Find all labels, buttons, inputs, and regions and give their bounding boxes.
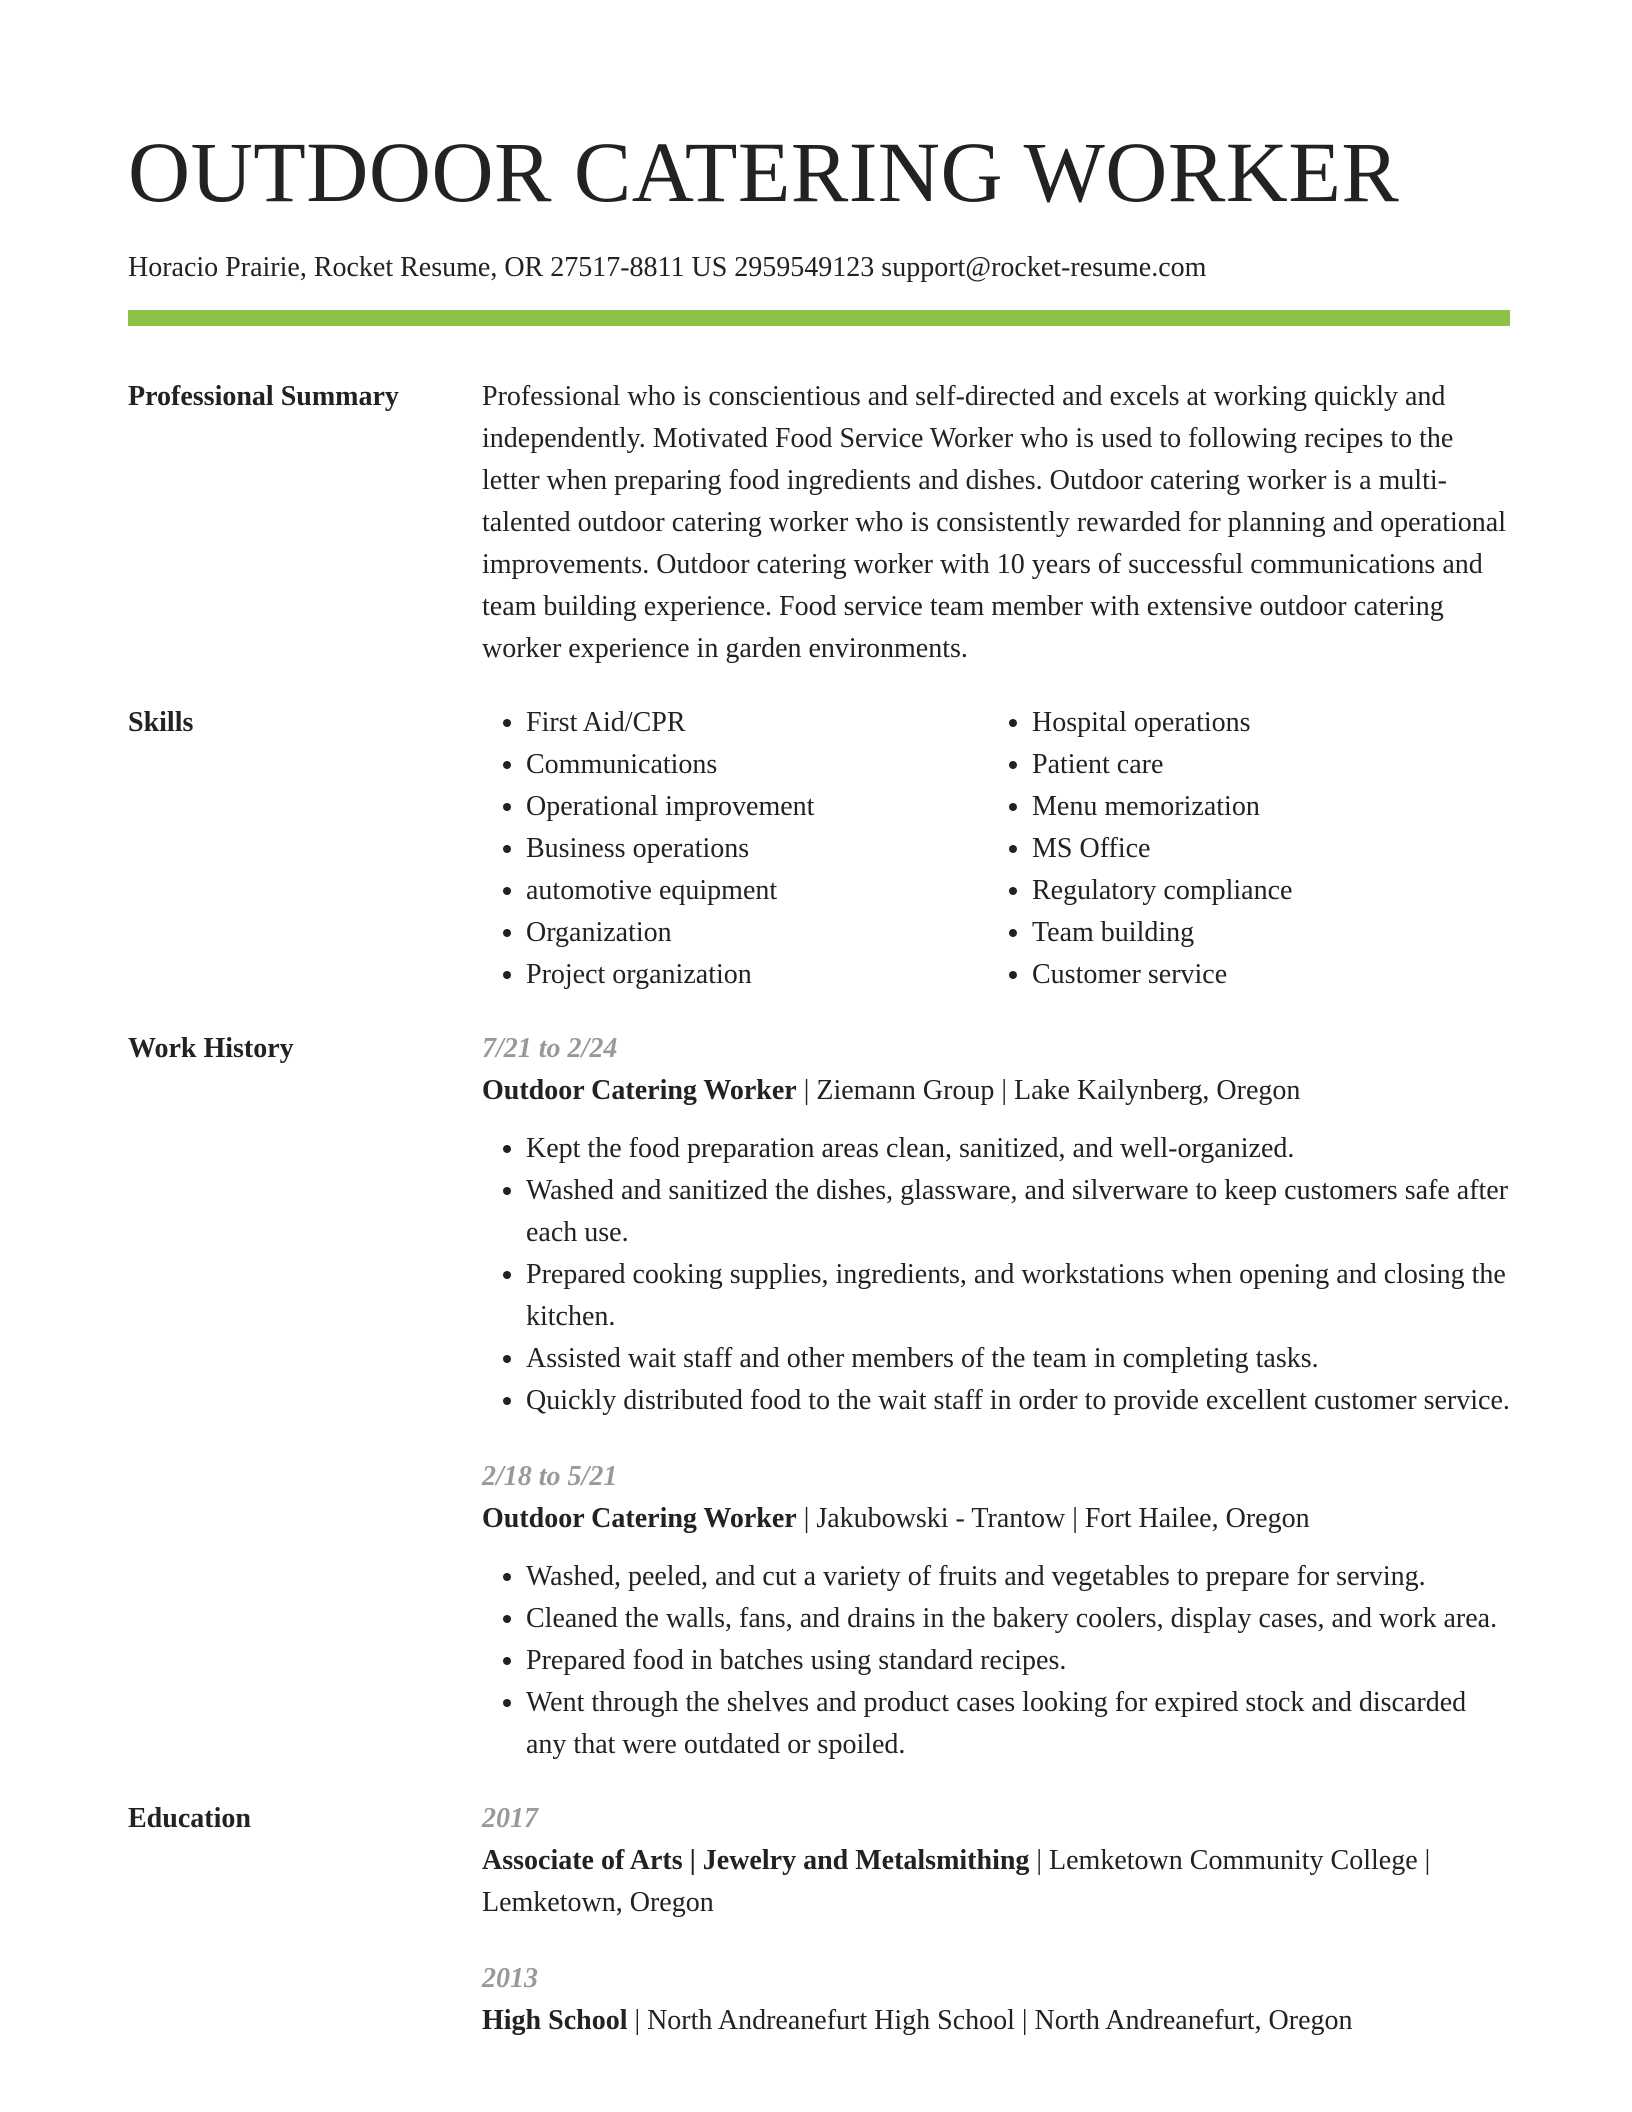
skill-item: • Business operations: [526, 828, 988, 870]
skill-item: • Patient care: [1032, 744, 1494, 786]
job-bullet: • Cleaned the walls, fans, and drains in the bakery coolers, display cases, and work area.: [526, 1598, 1510, 1640]
job-dates: 7/21 to 2/24: [482, 1033, 618, 1064]
skill-item: • Team building: [1032, 912, 1494, 954]
resume-page: [128, 0, 1510, 2042]
job-title: Outdoor Catering Worker: [482, 1075, 797, 1106]
summary-heading: Professional Summary: [128, 381, 399, 412]
skill-item: • Regulatory compliance: [1032, 870, 1494, 912]
job-bullet: • Went through the shelves and product cases looking for expired stock and discarded any that were outdated or spoiled.: [526, 1682, 1510, 1766]
job-bullet: • Kept the food preparation areas clean, sanitized, and well-organized.: [526, 1128, 1510, 1170]
job-title: Outdoor Catering Worker: [482, 1503, 797, 1534]
skill-item: • MS Office: [1032, 828, 1494, 870]
job-bullet: • Washed, peeled, and cut a variety of fruits and vegetables to prepare for serving.: [526, 1556, 1510, 1598]
skills-column-left: [482, 702, 988, 996]
education-body: [482, 1798, 1510, 2042]
education-degree: High School: [482, 2005, 628, 2036]
education-year: 2017: [482, 1803, 538, 1834]
job-employer-location: | Ziemann Group | Lake Kailynberg, Oregon: [796, 1075, 1301, 1106]
skill-item: • Communications: [526, 744, 988, 786]
education-school-location: | Lemketown Community College | Lemketown, Oregon: [482, 1845, 1431, 1918]
skill-item: • Project organization: [526, 954, 988, 996]
education-entry: [482, 1798, 1510, 1924]
contact-line: Horacio Prairie, Rocket Resume, OR 27517-8811 US 2959549123 support@rocket-resume.com: [128, 252, 1207, 283]
job-entry: [482, 1456, 1510, 1766]
skill-item: • Operational improvement: [526, 786, 988, 828]
summary-text: Professional who is conscientious and self-directed and excels at working quickly and independently. Motivated Food Service Worker who is used to following recipes to the letter when preparing food ingredients and dishes. Outdoor catering worker is a multi-talented outdoor catering worker who is consistently rewarded for planning and operational improvements. Outdoor catering worker with 10 years of successful communications and team building experience. Food service team member with extensive outdoor catering worker experience in garden environments.: [482, 381, 1507, 664]
job-header: [482, 1070, 1510, 1112]
skill-item: • automotive equipment: [526, 870, 988, 912]
education-degree: Associate of Arts | Jewelry and Metalsmithing: [482, 1845, 1030, 1876]
skills-heading: Skills: [128, 707, 194, 738]
education-header: [482, 1840, 1510, 1924]
education-year: 2013: [482, 1963, 538, 1994]
education-section: [128, 1798, 1510, 2042]
skill-item: • Customer service: [1032, 954, 1494, 996]
skill-item: • Menu memorization: [1032, 786, 1494, 828]
resume-title: OUTDOOR CATERING WORKER: [128, 124, 1400, 220]
work-history-section: [128, 1028, 1510, 1766]
education-entry: [482, 1958, 1510, 2042]
header-divider: [128, 310, 1510, 326]
skills-columns: [482, 702, 1510, 996]
skills-column-right: [988, 702, 1494, 996]
education-school-location: | North Andreanefurt High School | North Andreanefurt, Oregon: [627, 2005, 1353, 2036]
skill-item: • Hospital operations: [1032, 702, 1494, 744]
education-heading: Education: [128, 1803, 251, 1834]
job-employer-location: | Jakubowski - Trantow | Fort Hailee, Oregon: [796, 1503, 1310, 1534]
skill-item: • Organization: [526, 912, 988, 954]
job-bullet: • Washed and sanitized the dishes, glassware, and silverware to keep customers safe after each use.: [526, 1170, 1510, 1254]
job-bullet: • Prepared cooking supplies, ingredients, and workstations when opening and closing the kitchen.: [526, 1254, 1510, 1338]
job-bullet: • Prepared food in batches using standard recipes.: [526, 1640, 1510, 1682]
skills-section: [128, 702, 1510, 996]
education-header: [482, 2000, 1510, 2042]
job-bullet: • Assisted wait staff and other members of the team in completing tasks.: [526, 1338, 1510, 1380]
job-header: [482, 1498, 1510, 1540]
job-dates: 2/18 to 5/21: [482, 1461, 618, 1492]
skill-item: • First Aid/CPR: [526, 702, 988, 744]
summary-section: [128, 376, 1510, 670]
work-history-body: [482, 1028, 1510, 1766]
work-history-heading: Work History: [128, 1033, 294, 1064]
job-bullet: • Quickly distributed food to the wait staff in order to provide excellent customer service.: [526, 1380, 1510, 1422]
job-entry: [482, 1028, 1510, 1422]
